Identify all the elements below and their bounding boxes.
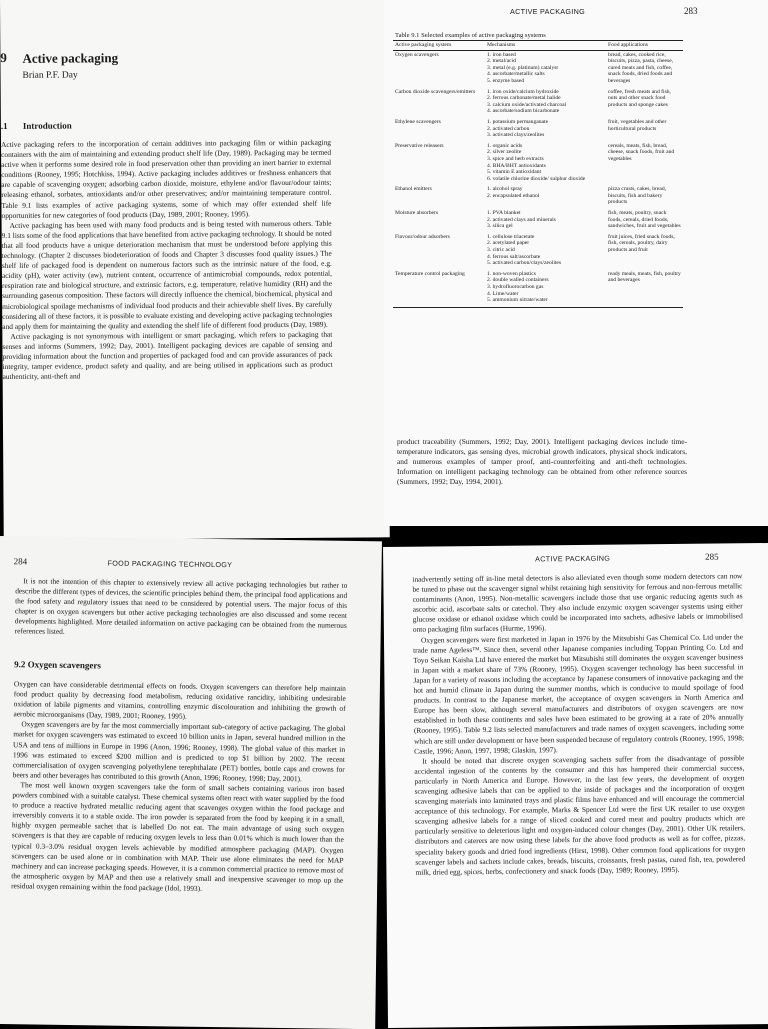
mechanism-item: 3. calcium oxide/activated charcoal xyxy=(487,101,567,108)
running-head: FOOD PACKAGING TECHNOLOGY xyxy=(107,558,233,570)
chapter-author: Brian P.F. Day xyxy=(22,70,78,81)
mechanism-item: 1. cellulose triacetate xyxy=(487,233,535,240)
paragraph: The most well known oxygen scavengers take the form of small sachets containing various iron based powders combined with a suitable catalyst. These chemical systems often react with water supplied by the food to produce a reactive hydrated metallic reducing agent that scavenges oxygen within the food package and irreversibly converts it to a stable oxide. The iron powder is separated from the food by keeping it in a small, highly oxygen permeable sachet that is labelled Do not eat. The main advantage of using such oxygen scavengers is that they are capable of reducing oxygen levels to less than 0.01% which is much lower than the typical 0.3–3.0% residual oxygen levels achievable by modified atmosphere packaging (MAP). Oxygen scavengers can be used alone or in combination with MAP. Their use alone eliminates the need for MAP machinery and can increase packaging speeds. However, it is a common commercial practice to remove most of the atmospheric oxygen by MAP and then use a relatively small and inexpensive scavenger to mop up the residual oxygen remaining within the food package (Idol, 1993). xyxy=(11,780,345,893)
mechanism-item: 1. non-woven plastics xyxy=(487,270,536,277)
mechanism-item: 6. volatile chlorine dioxide/ sulphur dioxide xyxy=(487,175,586,182)
chapter-number: 9 xyxy=(0,49,7,65)
mechanisms-cell xyxy=(485,233,606,270)
page-number: 284 xyxy=(13,556,28,567)
mechanism-item: 4. BHA/BHT antioxidants xyxy=(487,162,546,169)
table-row xyxy=(393,118,683,142)
system-cell: Temperature control packaging xyxy=(393,270,485,307)
mechanism-item: 2. activated carbon xyxy=(487,125,530,132)
applications-cell: pizza crusts, cakes, bread, biscuits, fish and bakery products xyxy=(608,186,667,206)
paragraph: Active packaging has been used with many food products and is being tested with numerous others. Table 9.1 lists some of the food applications that have benefited from active packaging technology. It should be noted that all food products have a unique deterioration mechanism that must be understood before applying this technology. (Chapter 2 discusses biodeterioration of foods and Chapter 3 discusses food quality issues.) The shelf life of packaged food is dependent on numerous factors such as the intrinsic nature of the food, e.g. acidity (pH), water activity (aw), nutrient content, occurrence of antimicrobial compounds, redox potential, respiration rate and biological structure, and extrinsic factors, e.g. temperature, relative humidity (RH) and the surrounding gaseous composition. These factors will directly influence the chemical, biochemical, physical and microbiological spoilage mechanisms of individual food products and their achievable shelf lives. By carefully considering all of these factors, it is possible to evaluate existing and developing active packaging technologies and apply them for maintaining the quality and extending the shelf life of different food products (Day, 1989). xyxy=(1,218,333,331)
mechanism-item: 1. iron oxide/calcium hydroxide xyxy=(487,88,559,95)
mechanism-item: 1. alcohol spray xyxy=(487,186,523,193)
mechanisms-cell xyxy=(485,118,606,142)
mechanism-item: 3. metal (e.g. platinum) catalyst xyxy=(487,64,558,71)
mechanism-item: 3. silica gel xyxy=(487,223,513,230)
mechanism-item: 1. iron based xyxy=(487,51,516,58)
applications-cell: cereals, meats, fish, bread, cheese, snack foods, fruit and vegetables xyxy=(608,142,675,162)
mechanisms-cell xyxy=(485,185,606,209)
mechanism-item: 2. acetylated paper xyxy=(487,240,530,247)
mechanism-item: 4. ferrous salt/ascorbate xyxy=(487,253,541,260)
mechanisms-cell xyxy=(485,88,606,118)
mechanisms-cell xyxy=(485,270,606,307)
mechanism-item: 1. organic acids xyxy=(487,142,523,149)
mechanism-item: 4. ascorbate/sodium bicarbonate xyxy=(487,108,560,115)
active-packaging-table xyxy=(393,40,683,308)
table-row xyxy=(393,209,683,233)
paragraph: Oxygen can have considerable detrimental effects on foods. Oxygen scavengers can therefore help maintain food product quality by decreasing food metabolism, reducing oxidative rancidity, inhibiting undesirable oxidation of labile pigments and vitamins, controlling enzymic discolouration and inhibiting the growth of aerobic microorganisms (Day, 1989, 2001; Rooney, 1995). xyxy=(13,679,346,721)
system-cell: Ethylene scavengers xyxy=(395,118,441,125)
mechanism-item: 2. activated clays and minerals xyxy=(487,216,556,223)
system-cell: Moisture absorbers xyxy=(395,210,439,217)
column-header: Mechanisms xyxy=(485,41,606,51)
intro-text xyxy=(14,576,347,663)
paragraph: product traceability (Summers, 1992; Day, 2001). Intelligent packaging devices include time-temperature indicators, gas sensing dyes, microbial growth indicators, physical shock indicators, and numerous examples of tamper proof, anti-counterfeiting and anti-theft technologies. Information on intelligent packaging technology can be obtained from other reference sources (Summers, 1992; Day, 1994, 2001). xyxy=(397,437,687,487)
mechanism-item: 2. metal/acid xyxy=(487,58,516,65)
running-head: ACTIVE PACKAGING xyxy=(535,553,611,564)
mechanism-item: 1. PVA blanket xyxy=(487,210,521,217)
mechanism-item: 2. silver zeolite xyxy=(487,149,522,156)
mechanism-item: 2. double walled containers xyxy=(487,277,549,284)
table-header-row xyxy=(393,41,683,51)
page-number: 285 xyxy=(705,551,719,562)
paragraph: Oxygen scavengers are by far the most commercially important sub-category of active packaging. The global market for oxygen scavengers was estimated to exceed 10 billion units in Japan, several hundred million in the USA and tens of millions in Europe in 1996 (Anon, 1996; Rooney, 1998). The global value of this market in 1996 was estimated to exceed $200 million and is predicted to top $1 billion by 2002. The recent commercialisation of oxygen scavenging polyethylene terephthalate (PET) bottles, bottle caps and crowns for beers and other beverages has contributed to this growth (Anon, 1996; Rooney, 1998; Day, 2001). xyxy=(12,719,346,784)
table-row xyxy=(393,142,683,186)
section-number: .1 xyxy=(0,120,8,131)
table-row xyxy=(393,233,683,270)
mechanism-item: 2. encapsulated ethanol xyxy=(487,192,540,199)
mechanism-item: 5. enzyme based xyxy=(487,77,525,84)
mechanism-item: 5. vitamin E antioxidant xyxy=(487,169,542,176)
body-text xyxy=(397,437,687,525)
mechanism-item: 3. activated clays/zeolites xyxy=(487,132,545,139)
mechanism-item: 3. hydrofluorocarbon gas xyxy=(487,284,544,290)
mechanism-item: 4. ascorbate/metallic salts xyxy=(487,71,545,78)
page-right-top xyxy=(384,0,768,526)
chapter-title: Active packaging xyxy=(22,50,119,66)
mechanism-item: 5. ammonium nitrate/water xyxy=(487,297,548,304)
mechanisms-cell xyxy=(485,142,606,186)
applications-cell: fruit juices, fried snack foods, fish, cereals, poultry, dairy products and fruit xyxy=(608,233,675,254)
table-row xyxy=(393,50,683,87)
section-title: 9.2 Oxygen scavengers xyxy=(14,659,102,671)
mechanisms-cell xyxy=(485,209,606,233)
system-cell: Flavour/odour adsorbers xyxy=(395,233,450,240)
table-row xyxy=(393,270,683,307)
table-row xyxy=(393,88,683,118)
applications-cell: ready meals, meats, fish, poultry and beverages xyxy=(606,270,683,307)
paragraph: inadvertently setting off in-line metal detectors is also alleviated even though some modern detectors can now be tuned to phase out the scavenger signal whilst retaining high sensitivity for ferrous and non-ferrous metallic contaminants (Anon, 1995). Non-metallic scavengers include those that use organic reducing agents such as ascorbic acid, ascorbate salts or catechol. They also include enzymic oxygen scavenger systems using either glucose oxidase or ethanol oxidase which could be incorporated into sachets, adhesive labels or immobilised onto packaging film surfaces (Hurme, 1996). xyxy=(412,571,743,635)
page-right-bottom xyxy=(383,543,768,1028)
system-cell: Ethanol emitters xyxy=(395,186,432,193)
system-cell: Preservative releasers xyxy=(395,142,444,149)
applications-cell: bread, cakes, cooked rice, biscuits, pizza, pasta, cheese, cured meats and fish, coffee, snack foods, dried foods and beverages xyxy=(608,51,674,84)
body-text xyxy=(9,679,346,1026)
body-text xyxy=(1,138,334,532)
applications-cell: fish, meats, poultry, snack foods, cereals, dried foods, sandwiches, fruit and vegetables xyxy=(608,210,681,230)
system-cell: Carbon dioxide scavengers/emitters xyxy=(395,88,476,95)
column-header: Food applications xyxy=(606,41,683,51)
paragraph: It should be noted that discrete oxygen scavenging sachets suffer from the disadvantage of possible accidental ingestion of the contents by the consumer and this has hampered their commercial success, particularly in North America and Europe. However, in the last few years, the development of oxygen scavenging adhesive labels that can be applied to the inside of packages and the incorporation of oxygen scavenging materials into laminated trays and plastic films have enhanced and will encourage the commercial acceptance of this technology. For example, Marks & Spencer Ltd were the first UK retailer to use oxygen scavenging adhesive labels for a range of sliced cooked and cured meat and poultry products which are particularly sensitive to deleterious light and oxygen-induced colour changes (Day, 2001). Other UK retailers, distributors and caterers are now using these labels for the above food products as well as for coffee, pizzas, speciality bakery goods and dried food ingredients (Hirst, 1998). Other common food applications for oxygen scavenger labels and sachets include cakes, breads, biscuits, croissants, fresh pastas, cured fish, tea, powdered milk, dried egg, spices, herbs, confectionery and snack foods (Day, 1989; Rooney, 1995). xyxy=(414,752,746,877)
mechanism-item: 4. Lime/water xyxy=(487,290,519,297)
body-text xyxy=(412,571,747,1026)
mechanism-item: 1. potassium permanganate xyxy=(487,118,549,125)
applications-cell: coffee, fresh meats and fish, nuts and other snack food products and sponge cakes xyxy=(608,88,671,108)
table-row xyxy=(393,185,683,209)
mechanism-item: 5. activated carbon/clays/zeolites xyxy=(487,260,562,267)
paragraph: It is not the intention of this chapter to extensively review all active packaging technologies but rather to describe the different types of devices, the scientific principles behind them, the principal food applications and the food safety and regulatory issues that need to be considered by potential users. The major focus of this chapter is on oxygen scavengers but other active packaging technologies are also discussed and some recent developments highlighted. More detailed information on active packaging can be obtained from the numerous references listed. xyxy=(14,576,348,637)
mechanism-item: 2. ferrous carbonate/metal halide xyxy=(487,95,561,102)
paragraph: Active packaging is not synonymous with intelligent or smart packaging, which refers to packaging that senses and informs (Summers, 1992; Day, 2001). Intelligent packaging devices are capable of sensing and providing information about the function and properties of packaged food and can provide assurances of pack integrity, tamper evidence, product safety and quality, and are being utilised in applications such as product authenticity, anti-theft and xyxy=(2,329,333,382)
section-title: Introduction xyxy=(22,120,72,131)
mechanism-item: 3. citric acid xyxy=(487,247,515,254)
mechanism-item: 3. spice and herb extracts xyxy=(487,155,544,162)
table-body xyxy=(393,50,683,307)
column-header: Active packaging system xyxy=(393,41,485,51)
table-caption: Table 9.1 Selected examples of active packaging systems xyxy=(395,32,546,39)
running-head: ACTIVE PACKAGING xyxy=(510,7,585,16)
paragraph: Oxygen scavengers were first marketed in Japan in 1976 by the Mitsubishi Gas Chemical Co. Ltd under the trade name Ageless™. Since then, several other Japanese companies including Toppan Printing Co. Ltd and Toyo Seikan Kaisha Ltd have entered the market but Mitsubishi still dominates the oxygen scavenger business in Japan with a market share of 73% (Rooney, 1995). Oxygen scavenger technology has been successful in Japan for a variety of reasons including the acceptance by Japanese consumers of innovative packaging and the hot and humid climate in Japan during the summer months, which is conducive to mould spoilage of food products. In contrast to the Japanese market, the acceptance of oxygen scavengers in North America and Europe has been slow, although several manufacturers and distributors of oxygen scavengers are now established in both these continents and sales have been estimated to be growing at a rate of 20% annually (Rooney, 1995). Table 9.2 lists selected manufacturers and trade names of oxygen scavengers, including some which are still under development or have been suspended because of regulatory controls (Rooney, 1995, 1998; Castle, 1996; Anon, 1997, 1998; Glaskin, 1997). xyxy=(413,631,745,756)
mechanisms-cell xyxy=(485,50,606,87)
system-cell: Oxygen scavengers xyxy=(395,51,439,58)
page-number: 283 xyxy=(684,6,698,16)
page-left-top xyxy=(0,0,390,540)
applications-cell: fruit, vegetables and other horticultural products xyxy=(608,118,667,132)
paragraph: Active packaging refers to the incorporation of certain additives into packaging film or within packaging containers with the aim of maintaining and extending product shelf life (Day, 1989). Packaging may be termed active when it performs some desired role in food preservation other than providing an inert barrier to external conditions (Rooney, 1995; Hotchkiss, 1994). Active packaging includes additives or freshness enhancers that are capable of scavenging oxygen; adsorbing carbon dioxide, moisture, ethylene and/or flavour/odour taints; releasing ethanol, sorbates, antioxidants and/or other preservatives; and/or maintaining temperature control. Table 9.1 lists examples of active packaging systems, some of which may offer extended shelf life opportunities for new categories of food products (Day, 1989, 2001; Rooney, 1995). xyxy=(0,137,332,220)
page-left-bottom xyxy=(0,536,382,1029)
